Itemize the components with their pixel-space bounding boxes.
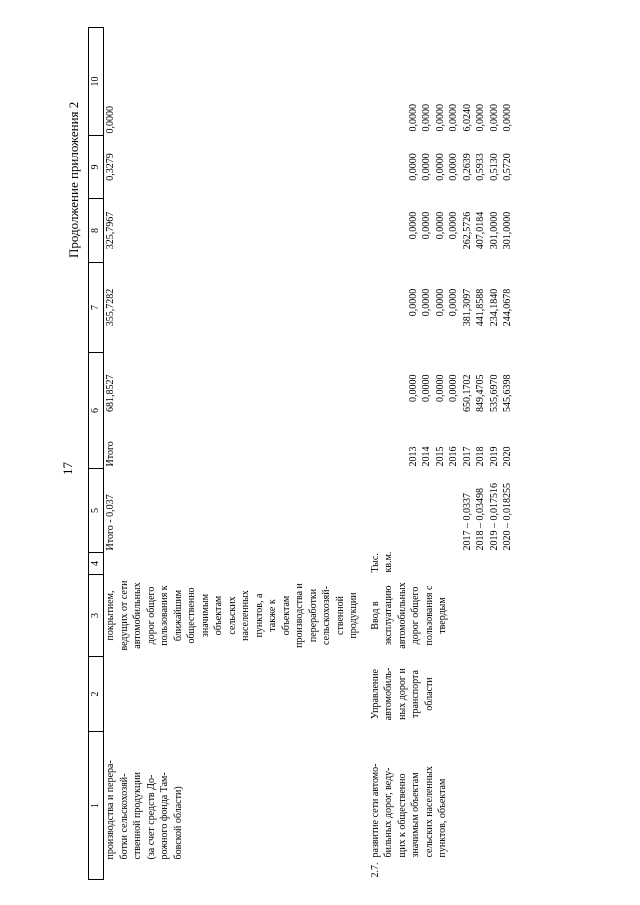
rotated-table-container: [88, 28, 608, 880]
row-b-col6: [369, 353, 515, 469]
header-col-6: 6: [89, 353, 104, 469]
row-b-col3: Ввод в эксплуатацию автомобильных дорог общего пользования с твердым: [369, 582, 448, 649]
row-a-col6: [104, 353, 361, 469]
header-col-3: 3: [89, 575, 104, 657]
row-b-col9: 0,0000 0,0000 0,0000 0,0000 0,2639 0,5933 0,5130 0,5720: [407, 153, 513, 181]
continuation-label: Продолжение приложения 2: [66, 101, 81, 258]
row-b-col8: 0,0000 0,0000 0,0000 0,0000 262,5726 407,0184 301,0000 301,0000: [407, 211, 513, 250]
program-table: [88, 27, 515, 880]
header-col-1: 1: [89, 732, 104, 880]
header-col-2: 2: [89, 657, 104, 732]
header-col-9: 9: [89, 136, 104, 199]
row-a-total-label: Итого: [105, 441, 116, 467]
row-a-col7: 355,7282: [105, 288, 116, 327]
header-col-4: 4: [89, 553, 104, 575]
row-b-col2: Управление автомобиль- ных дорог и транспорта области: [369, 667, 435, 721]
row-a-col2: [104, 657, 361, 732]
header-row: [89, 28, 104, 880]
row-b-col7: 0,0000 0,0000 0,0000 0,0000 381,3097 441,8588 234,1840 244,0678: [407, 288, 513, 327]
row-a-col5: Итого - 0,037: [105, 494, 116, 551]
page-number: 17: [60, 462, 75, 475]
row-spacer: [361, 28, 369, 880]
header-col-7: 7: [89, 263, 104, 353]
row-b-years: 2013 2014 2015 2016 2017 2018 2019 2020: [407, 446, 513, 467]
table-row: [369, 28, 515, 880]
row-a-col10: 0,0000: [105, 106, 116, 134]
row-a-col4: [104, 553, 361, 575]
header-col-10: 10: [89, 28, 104, 136]
row-a-col8: 325,7967: [105, 211, 116, 250]
row-a-col9: 0,3279: [105, 153, 116, 181]
row-b-description: развитие сети автомо- бильных дорог, веду- щих к общественно значимым объектам сельских населенных пунктов, объектам: [369, 763, 448, 858]
row-b-col4: Тыс. кв.м.: [369, 551, 394, 573]
header-col-5: 5: [89, 469, 104, 553]
row-b-col5: 2017 – 0,0337 2018 – 0,03498 2019 – 0,017516 2020 – 0,018255: [461, 483, 513, 551]
row-a-total-value: 681,8527: [105, 374, 116, 412]
row-b-col1: [369, 732, 515, 880]
row-b-number: 2.7.: [369, 862, 381, 878]
table-row: [104, 28, 361, 880]
row-a-col1: производства и перера- ботки сельскохозяй- ственной продукции (за счет средств До- рожного фонда Там- бовской области): [105, 760, 184, 860]
row-a-col3: покрытием, ведущих от сети автомобильных дорог общего пользования к ближайшим общественно значимым объектам сельских населенных пунктов, а также к объектам производства и переработки сельскохозяй- ственной продукции: [105, 580, 359, 651]
row-b-col6-values: 0,0000 0,0000 0,0000 0,0000 650,1702 849,4705 535,6970 545,6398: [407, 374, 513, 412]
row-b-col10: 0,0000 0,0000 0,0000 0,0000 6,0240 0,0000 0,0000 0,0000: [407, 104, 513, 132]
header-col-8: 8: [89, 199, 104, 263]
